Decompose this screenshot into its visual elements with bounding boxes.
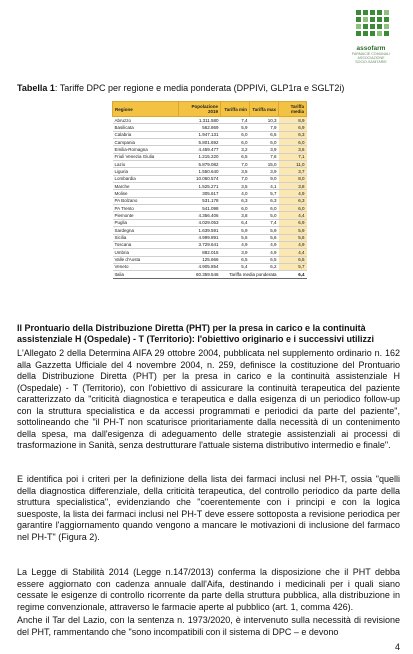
cell-popolazione: 5.879.082 bbox=[179, 161, 221, 168]
table-row bbox=[113, 183, 307, 190]
cell-tariffa-min: 6,0 bbox=[221, 139, 250, 146]
total-region: Italia bbox=[113, 271, 179, 278]
table-row bbox=[113, 117, 307, 124]
table-caption-text: : Tariffe DPC per regione e media ponderata (DPPIVi, GLP1ra e SGLT2i) bbox=[54, 83, 345, 93]
table-row bbox=[113, 212, 307, 219]
cell-tariffa-min: 6,5 bbox=[221, 153, 250, 160]
cell-tariffa-media: 6,0 bbox=[279, 205, 307, 212]
table-body bbox=[113, 117, 307, 271]
logo-name: assofarm bbox=[356, 45, 386, 52]
cell-popolazione: 305.617 bbox=[179, 190, 221, 197]
cell-region: Abruzzo bbox=[113, 117, 179, 124]
table-row bbox=[113, 146, 307, 153]
cell-region: Umbria bbox=[113, 249, 179, 256]
table-header-row bbox=[113, 102, 307, 117]
cell-popolazione: 10.060.574 bbox=[179, 175, 221, 182]
cell-popolazione: 5.801.692 bbox=[179, 139, 221, 146]
cell-tariffa-max: 6,5 bbox=[250, 256, 279, 263]
cell-tariffa-max: 5,6 bbox=[250, 234, 279, 241]
table-row bbox=[113, 153, 307, 160]
cell-popolazione: 531.178 bbox=[179, 197, 221, 204]
header-tariffa-max: Tariffa max bbox=[250, 102, 279, 117]
cell-tariffa-min: 3,5 bbox=[221, 183, 250, 190]
cell-tariffa-media: 5,9 bbox=[279, 227, 307, 234]
table-caption bbox=[17, 83, 344, 93]
paragraph-2: E identifica poi i criteri per la definizione della lista dei farmaci inclusi nel PH-T, ossia "quelli della diagnostica differenziale, della criticità terapeutica, del controllo periodico da parte della struttura specialistica", evidenziando che "coerentemente con i principi e con la logica suesposte, la lista dei farmaci inclusi nel PH-T deve essere sottoposta a revisione periodica per garantire l'aggiornamento quando vengono a mancare le motivazioni di inclusione del farmaco nel PH-T" (Figura 2). bbox=[17, 474, 400, 542]
paragraph-1: L'Allegato 2 della Determina AIFA 29 ottobre 2004, pubblicata nel supplemento ordinario n. 162 alla Gazzetta Ufficiale del 4 novembre 2004, n. 259, definisce la costituzione del Prontuario della Distribuzione Diretta (PHT) per la presa in carico e la continuità assistenziale H (Ospedale) - T (Territorio), con l'obiettivo di assicurare la continuità terapeutica del paziente caratterizzato da "criticità diagnostica e terapeutica e dalla esigenza di un periodico follow-up con la struttura specialistica e da accessi programmati e periodici da parte del paziente", sottolineando che "il PH-T non scaturisce prioritariamente dalla necessità di un contenimento della spesa, ma dall'esigenza di adeguamento delle strategie assistenziali ai processi di trasformazione in Sanità, senza destrutturare l'attuale sistema distributivo intermedio e finale". bbox=[17, 348, 400, 450]
logo-subtitle-3: SOCIO-SANITARIE bbox=[355, 60, 387, 65]
paragraph-3: La Legge di Stabilità 2014 (Legge n.147/2013) conferma la disposizione che il PHT debba essere aggiornato con cadenza annuale dall'Aifa, destinando i medicinali per i quali siano cessate le esigenze di controllo ricorrente da parte della struttura pubblica, alla distribuzione in regime convenzionale, attraverso le farmacie aperte al pubblico (art. 1, comma 426). bbox=[17, 567, 400, 612]
table-row bbox=[113, 131, 307, 138]
tariff-table-container bbox=[112, 101, 306, 279]
cell-region: Molise bbox=[113, 190, 179, 197]
table-row bbox=[113, 161, 307, 168]
cell-tariffa-media: 4,4 bbox=[279, 212, 307, 219]
cell-tariffa-media: 4,9 bbox=[279, 190, 307, 197]
cell-tariffa-media: 8,0 bbox=[279, 175, 307, 182]
table-row bbox=[113, 263, 307, 270]
cell-tariffa-media: 4,4 bbox=[279, 249, 307, 256]
cell-tariffa-media: 6,9 bbox=[279, 219, 307, 226]
paragraph-4: Anche il Tar del Lazio, con la sentenza n. 1973/2020, è intervenuto sulla necessità di revisione del PHT, rammentando che "sono incompatibili con il sistema di DPC – e devono bbox=[17, 615, 400, 637]
cell-tariffa-min: 4,0 bbox=[221, 190, 250, 197]
cell-region: Liguria bbox=[113, 168, 179, 175]
cell-tariffa-media: 8,9 bbox=[279, 117, 307, 124]
cell-popolazione: 4.459.477 bbox=[179, 146, 221, 153]
cell-tariffa-min: 6,0 bbox=[221, 131, 250, 138]
cell-region: Marche bbox=[113, 183, 179, 190]
cell-tariffa-max: 5,9 bbox=[250, 227, 279, 234]
cell-region: Piemonte bbox=[113, 212, 179, 219]
cell-tariffa-max: 4,9 bbox=[250, 249, 279, 256]
cell-tariffa-min: 4,9 bbox=[221, 241, 250, 248]
cell-tariffa-media: 11,0 bbox=[279, 161, 307, 168]
cell-tariffa-min: 6,3 bbox=[221, 197, 250, 204]
cell-region: Lombardia bbox=[113, 175, 179, 182]
table-total-row bbox=[113, 271, 307, 278]
assofarm-logo bbox=[343, 4, 399, 65]
cell-popolazione: 1.311.580 bbox=[179, 117, 221, 124]
cell-tariffa-media: 6,9 bbox=[279, 124, 307, 131]
cell-tariffa-max: 7,9 bbox=[250, 124, 279, 131]
cell-tariffa-min: 7,0 bbox=[221, 175, 250, 182]
cell-region: Toscana bbox=[113, 241, 179, 248]
cell-region: Puglia bbox=[113, 219, 179, 226]
cell-tariffa-max: 6,0 bbox=[250, 205, 279, 212]
cell-tariffa-media: 5,7 bbox=[279, 263, 307, 270]
cell-tariffa-min: 3,9 bbox=[221, 249, 250, 256]
cell-tariffa-media: 3,7 bbox=[279, 168, 307, 175]
total-value: 6,4 bbox=[279, 271, 307, 278]
cell-tariffa-max: 6,3 bbox=[250, 197, 279, 204]
cell-popolazione: 4.905.854 bbox=[179, 263, 221, 270]
cell-popolazione: 4.029.053 bbox=[179, 219, 221, 226]
header-popolazione: Popolazione 2019 bbox=[179, 102, 221, 117]
cell-tariffa-max: 7,6 bbox=[250, 153, 279, 160]
cell-popolazione: 1.550.640 bbox=[179, 168, 221, 175]
table-row bbox=[113, 168, 307, 175]
cell-region: Lazio bbox=[113, 161, 179, 168]
cell-tariffa-max: 3,9 bbox=[250, 168, 279, 175]
cell-region: Valle d'Aosta bbox=[113, 256, 179, 263]
cell-region: Sicilia bbox=[113, 234, 179, 241]
cell-tariffa-media: 6,3 bbox=[279, 197, 307, 204]
cell-popolazione: 125.666 bbox=[179, 256, 221, 263]
total-label: Tariffa media ponderata bbox=[221, 271, 279, 278]
cell-popolazione: 4.356.406 bbox=[179, 212, 221, 219]
cell-popolazione: 1.525.271 bbox=[179, 183, 221, 190]
page-number: 4 bbox=[394, 642, 400, 652]
cell-tariffa-min: 6,0 bbox=[221, 205, 250, 212]
cell-tariffa-media: 3,6 bbox=[279, 146, 307, 153]
tariff-table bbox=[112, 101, 307, 279]
cell-tariffa-min: 3,2 bbox=[221, 146, 250, 153]
cell-tariffa-max: 5,0 bbox=[250, 212, 279, 219]
cell-tariffa-max: 5,7 bbox=[250, 190, 279, 197]
header-tariffa-media: Tariffa media bbox=[279, 102, 307, 117]
header-tariffa-min: Tariffa min bbox=[221, 102, 250, 117]
cell-tariffa-media: 6,3 bbox=[279, 131, 307, 138]
cell-region: Veneto bbox=[113, 263, 179, 270]
cell-tariffa-media: 4,9 bbox=[279, 241, 307, 248]
cell-tariffa-max: 10,3 bbox=[250, 117, 279, 124]
header-regione: Regione bbox=[113, 102, 179, 117]
cell-popolazione: 562.869 bbox=[179, 124, 221, 131]
cell-popolazione: 1.639.591 bbox=[179, 227, 221, 234]
table-row bbox=[113, 124, 307, 131]
logo-subtitle-2: ASSOCIAZIONE bbox=[357, 56, 385, 61]
cell-tariffa-media: 6,5 bbox=[279, 256, 307, 263]
cell-tariffa-max: 15,0 bbox=[250, 161, 279, 168]
cell-region: PA Bolzano bbox=[113, 197, 179, 204]
cell-popolazione: 1.215.220 bbox=[179, 153, 221, 160]
table-row bbox=[113, 249, 307, 256]
cell-tariffa-media: 7,1 bbox=[279, 153, 307, 160]
table-row bbox=[113, 227, 307, 234]
table-row bbox=[113, 234, 307, 241]
table-row bbox=[113, 219, 307, 226]
cell-popolazione: 3.729.641 bbox=[179, 241, 221, 248]
cell-tariffa-min: 3,8 bbox=[221, 212, 250, 219]
cell-tariffa-max: 6,2 bbox=[250, 263, 279, 270]
cell-region: Basilicata bbox=[113, 124, 179, 131]
table-row bbox=[113, 197, 307, 204]
total-popolazione: 60.359.546 bbox=[179, 271, 221, 278]
cell-tariffa-max: 4,1 bbox=[250, 183, 279, 190]
table-row bbox=[113, 139, 307, 146]
cell-region: Calabria bbox=[113, 131, 179, 138]
table-row bbox=[113, 205, 307, 212]
cell-tariffa-min: 5,9 bbox=[221, 227, 250, 234]
table-caption-label: Tabella 1 bbox=[17, 83, 55, 93]
cell-tariffa-min: 6,5 bbox=[221, 256, 250, 263]
table-row bbox=[113, 256, 307, 263]
cell-tariffa-min: 7,0 bbox=[221, 161, 250, 168]
cell-tariffa-media: 3,8 bbox=[279, 183, 307, 190]
cell-tariffa-media: 6,0 bbox=[279, 139, 307, 146]
cell-tariffa-min: 5,6 bbox=[221, 234, 250, 241]
cell-tariffa-min: 6,4 bbox=[221, 219, 250, 226]
cell-tariffa-min: 5,9 bbox=[221, 124, 250, 131]
cell-region: Emilia-Romagna bbox=[113, 146, 179, 153]
cell-tariffa-max: 6,0 bbox=[250, 139, 279, 146]
cell-region: Sardegna bbox=[113, 227, 179, 234]
cell-tariffa-max: 9,0 bbox=[250, 175, 279, 182]
cell-popolazione: 1.947.131 bbox=[179, 131, 221, 138]
cell-tariffa-max: 4,9 bbox=[250, 241, 279, 248]
cell-tariffa-max: 6,5 bbox=[250, 131, 279, 138]
cell-region: Friuli Venezia Giulia bbox=[113, 153, 179, 160]
section-title: Il Prontuario della Distribuzione Diretta (PHT) per la presa in carico e la continuità assistenziale H (Ospedale) - T (Territorio): l'obiettivo originario e i successivi utilizzi bbox=[17, 323, 375, 345]
cell-tariffa-min: 5,4 bbox=[221, 263, 250, 270]
cell-region: PA Trento bbox=[113, 205, 179, 212]
logo-grid-icon bbox=[350, 4, 392, 44]
cell-popolazione: 882.015 bbox=[179, 249, 221, 256]
cell-tariffa-max: 7,4 bbox=[250, 219, 279, 226]
cell-region: Campania bbox=[113, 139, 179, 146]
cell-tariffa-min: 3,5 bbox=[221, 168, 250, 175]
table-row bbox=[113, 241, 307, 248]
table-row bbox=[113, 190, 307, 197]
cell-tariffa-min: 7,4 bbox=[221, 117, 250, 124]
cell-tariffa-media: 5,6 bbox=[279, 234, 307, 241]
table-row bbox=[113, 175, 307, 182]
cell-popolazione: 4.999.891 bbox=[179, 234, 221, 241]
cell-popolazione: 541.098 bbox=[179, 205, 221, 212]
cell-tariffa-max: 3,9 bbox=[250, 146, 279, 153]
logo-subtitle-1: FARMACIE COMUNALI bbox=[351, 52, 391, 56]
